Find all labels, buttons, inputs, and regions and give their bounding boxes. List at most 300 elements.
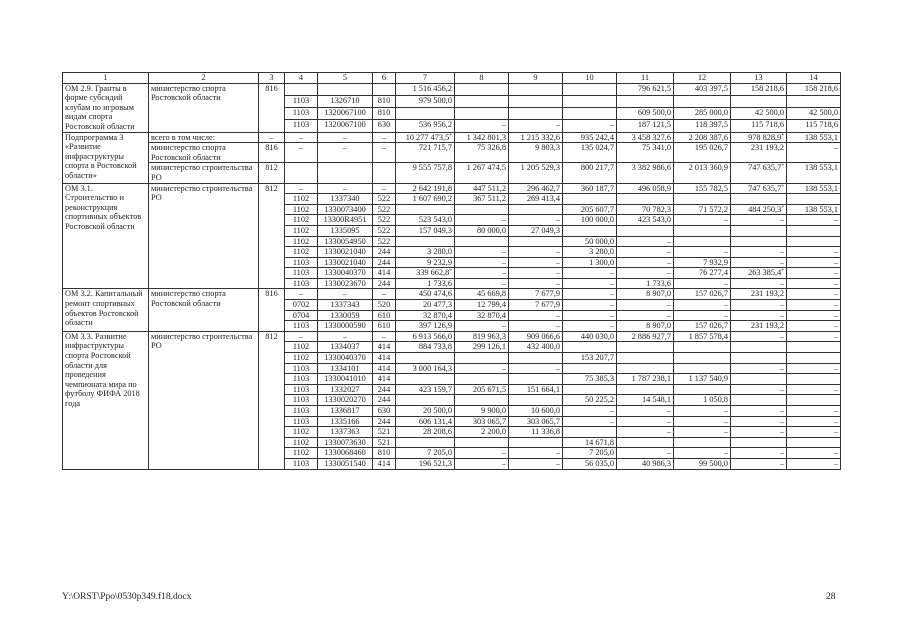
cell-c14: – [787,448,841,459]
cell-c6: 414 [373,374,396,385]
cell-c11: – [617,448,674,459]
cell-c12: 2 013 360,9 [674,163,731,183]
cell-c4 [285,83,318,95]
cell-c9: – [509,321,563,332]
cell-c4: 1102 [285,204,318,215]
cell-c11 [617,225,674,236]
cell-c8: 1 267 474,5 [455,163,509,183]
cell-c7: 157 049,3 [396,225,455,236]
cell-c10: 75 385,3 [563,374,617,385]
cell-c4: 1102 [285,353,318,364]
cell-c6: 522 [373,194,396,205]
cell-c7: 9 232,9 [396,257,455,268]
executor-name: министерство спорта Ростовской области [149,83,259,132]
cell-c11: – [617,236,674,247]
cell-c6: 522 [373,236,396,247]
cell-c13: 158 218,6 [731,83,787,95]
cell-c11: – [617,257,674,268]
grbs-code: 816 [259,83,285,132]
cell-c9 [509,95,563,107]
grbs-code: 812 [259,183,285,289]
cell-c6: 244 [373,395,396,406]
cell-c13: – [731,406,787,417]
cell-c11 [617,363,674,374]
cell-c8 [455,437,509,448]
cell-c13: – [731,416,787,427]
cell-c14: – [787,257,841,268]
cell-c5: 1330021040 [318,257,373,268]
cell-c5: 1330000590 [318,321,373,332]
cell-c10: – [563,406,617,417]
grbs-code: 816 [259,143,285,163]
cell-c5: 1330054950 [318,236,373,247]
cell-c13: 978 828,9* [731,132,787,143]
cell-c10: 135 024,7 [563,143,617,163]
cell-c13: 747 635,7* [731,163,787,183]
cell-c11 [617,353,674,364]
cell-c8 [455,236,509,247]
header-row [63,73,841,84]
cell-c5: 1330051540 [318,458,373,469]
cell-c11: – [617,406,674,417]
cell-c10: 935 242,4 [563,132,617,143]
cell-c6 [373,83,396,95]
cell-c6: – [373,143,396,163]
table-row [63,163,841,183]
cell-c12: 157 026,7 [674,289,731,300]
cell-c6: 810 [373,108,396,120]
cell-c11: 1 787 238,1 [617,374,674,385]
cell-c7: 339 662,8* [396,268,455,279]
column-number: 4 [285,73,318,84]
cell-c11: 8 907,0 [617,321,674,332]
table-row [63,183,841,194]
cell-c7: 450 474,6 [396,289,455,300]
cell-c8: – [455,448,509,459]
cell-c6: 244 [373,257,396,268]
cell-c5: 1330021040 [318,247,373,258]
cell-c9 [509,353,563,364]
cell-c8 [455,83,509,95]
cell-c4: 1103 [285,95,318,107]
cell-c12 [674,95,731,107]
cell-c13: 115 718,6 [731,120,787,132]
cell-c10: 100 000,0 [563,215,617,226]
cell-c10: – [563,120,617,132]
measure-name: ОМ 3.3. Развитие инфраструктуры спорта Ростовской области для проведения чемпионата мира по футболу ФИФА 2018 года [63,331,149,469]
cell-c13: 231 193,2 [731,321,787,332]
cell-c5: 1337343 [318,300,373,311]
cell-c8: 45 669,8 [455,289,509,300]
cell-c12: – [674,427,731,438]
cell-c9: 296 462,7 [509,183,563,194]
cell-c7: 3 280,0 [396,247,455,258]
cell-c11: 3 382 986,6 [617,163,674,183]
cell-c13 [731,353,787,364]
cell-c9: – [509,310,563,321]
cell-c12: 99 500,0 [674,458,731,469]
cell-c8: – [455,120,509,132]
cell-c13: – [731,278,787,289]
cell-c9: 10 600,0 [509,406,563,417]
cell-c14 [787,95,841,107]
cell-c6: – [373,289,396,300]
cell-c8: 2 200,0 [455,427,509,438]
cell-c13 [731,437,787,448]
executor-name: министерство спорта Ростовской области [149,143,259,163]
cell-c14: 115 718,6 [787,120,841,132]
cell-c4: 1103 [285,374,318,385]
cell-c9: 1 205 529,3 [509,163,563,183]
cell-c7 [396,437,455,448]
cell-c11: 796 621,5 [617,83,674,95]
cell-c13: 263 385,4* [731,268,787,279]
cell-c12: 7 932,9 [674,257,731,268]
cell-c13: – [731,247,787,258]
cell-c13: 231 193,2 [731,143,787,163]
column-number: 7 [396,73,455,84]
cell-c10: – [563,321,617,332]
cell-c5: 1337363 [318,427,373,438]
cell-c11: – [617,310,674,321]
cell-c9: 303 065,7 [509,416,563,427]
cell-c13 [731,225,787,236]
cell-c10: – [563,416,617,427]
cell-c9: 151 664,1 [509,384,563,395]
cell-c5 [318,163,373,183]
cell-c14: – [787,215,841,226]
cell-c7: 979 500,0 [396,95,455,107]
cell-c4: 1102 [285,215,318,226]
cell-c4: 1103 [285,321,318,332]
cell-c8: – [455,278,509,289]
cell-c14: – [787,363,841,374]
cell-c5: 1330073400 [318,204,373,215]
cell-c4: – [285,183,318,194]
cell-c5: 1332027 [318,384,373,395]
cell-c4: 1103 [285,363,318,374]
cell-c13 [731,395,787,406]
cell-c4: 1103 [285,257,318,268]
cell-c9 [509,374,563,385]
cell-c7: 606 131,4 [396,416,455,427]
cell-c4: 0702 [285,300,318,311]
cell-c8: 447 511,2 [455,183,509,194]
cell-c7 [396,108,455,120]
cell-c5 [318,83,373,95]
cell-c14: – [787,331,841,342]
cell-c11: – [617,427,674,438]
cell-c10: 205 607,7 [563,204,617,215]
cell-c11 [617,95,674,107]
cell-c12: – [674,310,731,321]
column-number: 12 [674,73,731,84]
cell-c5: 1330023670 [318,278,373,289]
cell-c11: 3 458 327,6 [617,132,674,143]
grbs-code: – [259,132,285,143]
cell-c6: 522 [373,215,396,226]
cell-c4: 1102 [285,236,318,247]
cell-c12 [674,225,731,236]
cell-c10: 56 035,0 [563,458,617,469]
cell-c7: 20 477,3 [396,300,455,311]
cell-c6: 521 [373,427,396,438]
cell-c12 [674,363,731,374]
cell-c4: 1102 [285,194,318,205]
cell-c8: – [455,321,509,332]
cell-c13 [731,374,787,385]
cell-c9 [509,236,563,247]
cell-c4: 1102 [285,342,318,353]
cell-c12: – [674,278,731,289]
cell-c4: 1103 [285,108,318,120]
cell-c14: – [787,247,841,258]
cell-c9 [509,437,563,448]
cell-c8 [455,395,509,406]
cell-c12 [674,342,731,353]
column-number: 1 [63,73,149,84]
cell-c6: 522 [373,225,396,236]
grbs-code: 816 [259,289,285,331]
cell-c12: 195 026,7 [674,143,731,163]
cell-c5: 1334037 [318,342,373,353]
cell-c4: 1103 [285,120,318,132]
cell-c14 [787,194,841,205]
cell-c11: 40 986,3 [617,458,674,469]
cell-c6: 244 [373,384,396,395]
cell-c10 [563,427,617,438]
cell-c13 [731,342,787,353]
cell-c11 [617,437,674,448]
cell-c9: 7 677,9 [509,289,563,300]
cell-c14 [787,395,841,406]
cell-c4: 1103 [285,384,318,395]
cell-c14: – [787,143,841,163]
cell-c8: – [455,458,509,469]
cell-c7: 10 277 473,5* [396,132,455,143]
cell-c13 [731,194,787,205]
cell-c8 [455,374,509,385]
cell-c8: – [455,247,509,258]
cell-c7: 9 555 757,8 [396,163,455,183]
cell-c8: 299 126,1 [455,342,509,353]
cell-c8: – [455,268,509,279]
grbs-code: 812 [259,331,285,469]
cell-c7: 20 500,0 [396,406,455,417]
cell-c8 [455,95,509,107]
executor-name: всего в том числе: [149,132,259,143]
cell-c8: – [455,363,509,374]
column-number: 8 [455,73,509,84]
cell-c9: – [509,120,563,132]
cell-c8: 32 870,4 [455,310,509,321]
cell-c10: 50 225,2 [563,395,617,406]
cell-c8: 367 511,2 [455,194,509,205]
executor-name: министерство спорта Ростовской области [149,289,259,331]
cell-c14: – [787,321,841,332]
cell-c12: 155 782,5 [674,183,731,194]
cell-c9: 269 413,4 [509,194,563,205]
document-sheet [62,72,840,582]
cell-c14 [787,374,841,385]
cell-c9: – [509,247,563,258]
cell-c7: 196 521,3 [396,458,455,469]
table-row [63,289,841,300]
cell-c8: – [455,215,509,226]
cell-c9: – [509,363,563,374]
cell-c14: – [787,310,841,321]
cell-c5: 1330040370 [318,268,373,279]
cell-c7: 7 205,0 [396,448,455,459]
cell-c5: 1335166 [318,416,373,427]
cell-c11: 496 058,9 [617,183,674,194]
cell-c5: 1320067100 [318,120,373,132]
cell-c4: 1103 [285,416,318,427]
cell-c7 [396,353,455,364]
cell-c9: 11 336,8 [509,427,563,438]
cell-c13: 231 193,2 [731,289,787,300]
cell-c11: – [617,416,674,427]
cell-c8: 12 799,4 [455,300,509,311]
cell-c10: 360 187,7 [563,183,617,194]
cell-c10 [563,95,617,107]
cell-c14: 138 553,1 [787,132,841,143]
cell-c14: – [787,384,841,395]
cell-c12 [674,194,731,205]
cell-c5: 1330068460 [318,448,373,459]
cell-c4: – [285,331,318,342]
cell-c4: 1103 [285,406,318,417]
cell-c9 [509,395,563,406]
cell-c5: – [318,143,373,163]
cell-c14: – [787,268,841,279]
column-number: 6 [373,73,396,84]
cell-c14: 138 553,1 [787,183,841,194]
cell-c5: 1330073630 [318,437,373,448]
cell-c6: 414 [373,353,396,364]
cell-c13: 747 635,7* [731,183,787,194]
cell-c10: 3 280,0 [563,247,617,258]
cell-c14: 138 553,1 [787,163,841,183]
cell-c13: – [731,215,787,226]
column-number: 10 [563,73,617,84]
cell-c9: – [509,278,563,289]
cell-c10 [563,342,617,353]
cell-c4: 0704 [285,310,318,321]
cell-c6: 520 [373,300,396,311]
budget-table [62,72,841,470]
cell-c8: – [455,257,509,268]
cell-c9: 27 049,3 [509,225,563,236]
cell-c14 [787,437,841,448]
column-number: 13 [731,73,787,84]
cell-c11 [617,194,674,205]
executor-name: министерство строительства РО [149,183,259,289]
column-number: 3 [259,73,285,84]
cell-c10: – [563,310,617,321]
cell-c14: – [787,458,841,469]
cell-c6: 244 [373,278,396,289]
cell-c6: 630 [373,120,396,132]
column-number: 14 [787,73,841,84]
cell-c10: 800 217,7 [563,163,617,183]
table-row [63,331,841,342]
cell-c13 [731,95,787,107]
cell-c6: 810 [373,95,396,107]
cell-c5: 1330020270 [318,395,373,406]
cell-c8: 303 065,7 [455,416,509,427]
cell-c7: 397 126,9 [396,321,455,332]
cell-c4: 1103 [285,395,318,406]
measure-name: ОМ 3.2. Капитальный ремонт спортивных объектов Ростовской области [63,289,149,331]
cell-c14: – [787,289,841,300]
cell-c14 [787,342,841,353]
column-number: 5 [318,73,373,84]
cell-c7 [396,395,455,406]
cell-c6: 244 [373,247,396,258]
cell-c5: 13300R4951 [318,215,373,226]
cell-c9: 1 215 332,6 [509,132,563,143]
cell-c13: – [731,458,787,469]
cell-c14 [787,225,841,236]
cell-c7: 721 715,7 [396,143,455,163]
cell-c6: 630 [373,406,396,417]
cell-c10: 440 030,0 [563,331,617,342]
cell-c6: – [373,331,396,342]
cell-c13: – [731,257,787,268]
cell-c11: 75 341,0 [617,143,674,163]
cell-c13: 42 500,0 [731,108,787,120]
cell-c12: 1 137 540,9 [674,374,731,385]
cell-c7: 28 208,6 [396,427,455,438]
cell-c7: 884 733,8 [396,342,455,353]
cell-c6: 521 [373,437,396,448]
cell-c14 [787,353,841,364]
cell-c10: – [563,289,617,300]
cell-c10: 7 205,0 [563,448,617,459]
cell-c4: 1102 [285,437,318,448]
cell-c11: – [617,247,674,258]
cell-c8: 75 326,8 [455,143,509,163]
cell-c5: 1336817 [318,406,373,417]
cell-c12 [674,236,731,247]
cell-c9 [509,204,563,215]
cell-c11: 609 500,0 [617,108,674,120]
cell-c9: 909 066,6 [509,331,563,342]
cell-c8: 205 671,5 [455,384,509,395]
cell-c12 [674,353,731,364]
cell-c12: – [674,247,731,258]
cell-c4 [285,163,318,183]
cell-c10 [563,225,617,236]
cell-c12: 71 572,2 [674,204,731,215]
cell-c5: 1330041010 [318,374,373,385]
cell-c11: 2 886 927,7 [617,331,674,342]
cell-c5: 1330040370 [318,353,373,364]
cell-c11: – [617,268,674,279]
cell-c7: 1 607 690,2 [396,194,455,205]
cell-c5: 1326710 [318,95,373,107]
cell-c8 [455,108,509,120]
cell-c5: 1330059 [318,310,373,321]
cell-c7: 423 159,7 [396,384,455,395]
cell-c9: 432 400,0 [509,342,563,353]
cell-c12 [674,384,731,395]
cell-c9: – [509,448,563,459]
cell-c7: 6 913 566,0 [396,331,455,342]
cell-c10: 14 671,8 [563,437,617,448]
cell-c14: – [787,427,841,438]
